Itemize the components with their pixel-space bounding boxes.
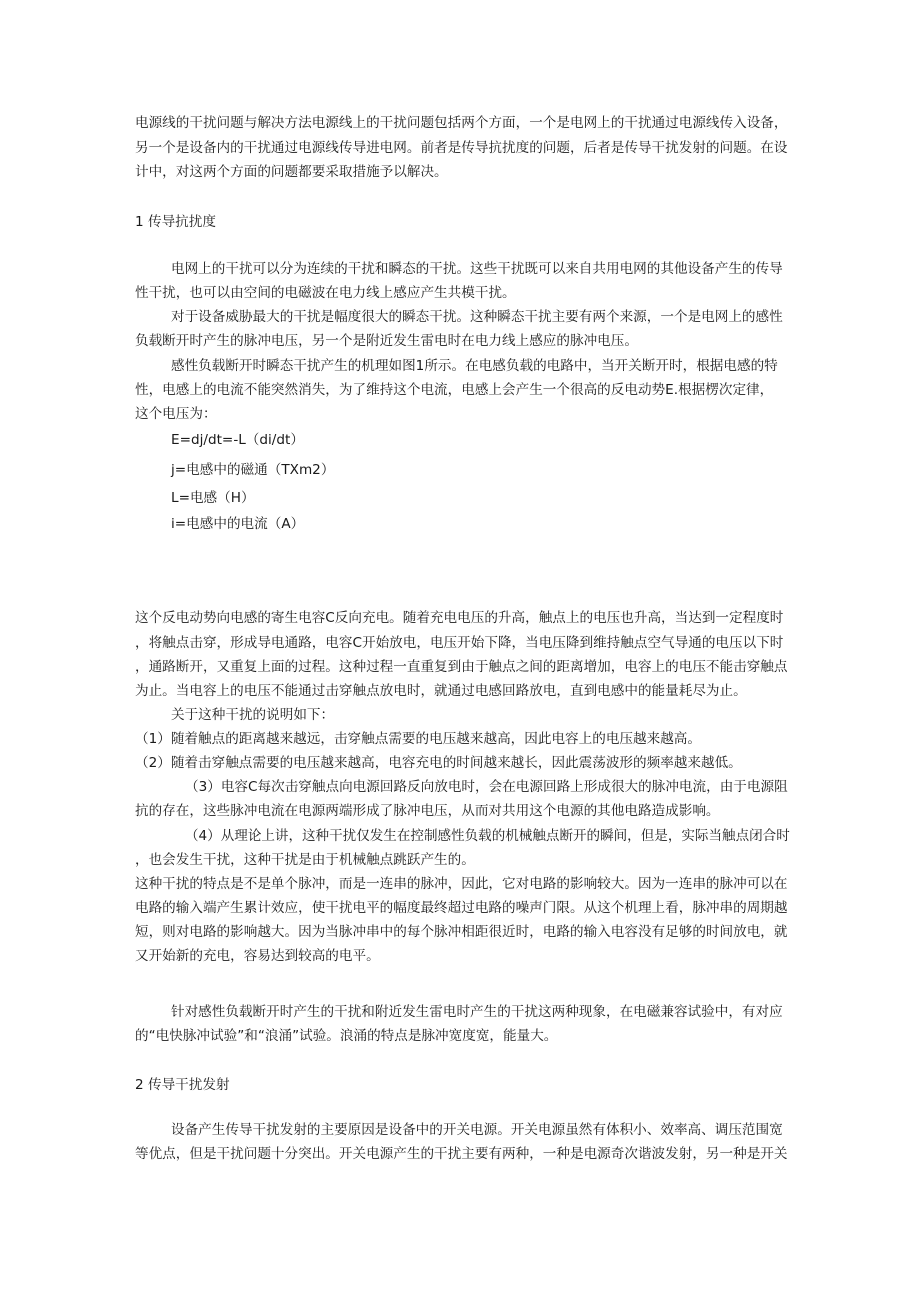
text-line: 这个反电动势向电感的寄生电容C反向充电。随着充电电压的升高，触点上的电压也升高，当达到一定程度时 (135, 610, 784, 626)
section-heading-conducted-immunity: 1 传导抗扰度 (135, 214, 216, 230)
list-item: （2）随着击穿触点需要的电压越来越高，电容充电的时间越来越长，因此震荡波形的频率越来越低。 (135, 755, 742, 771)
text-line: 抗的存在，这些脉冲电流在电源两端形成了脉冲电压，从而对共用这个电源的其他电路造成影响。 (135, 803, 720, 819)
text-line: 性，电感上的电流不能突然消失，为了维持这个电流，电感上会产生一个很高的反电动势E.根据楞次定律， (135, 382, 774, 398)
text-line: 对于设备威胁最大的干扰是幅度很大的瞬态干扰。这种瞬态干扰主要有两个来源，一个是电网上的感性 (171, 309, 783, 325)
text-line: 关于这种干扰的说明如下： (171, 707, 335, 723)
text-line: 另一个是设备内的干扰通过电源线传导进电网。前者是传导抗扰度的问题，后者是传导干扰发射的问题。在设 (135, 140, 788, 156)
text-line: 这种干扰的特点是不是单个脉冲，而是一连串的脉冲，因此，它对电路的影响较大。因为一连串的脉冲可以在 (135, 876, 788, 892)
text-line: 又开始新的充电，容易达到较高的电平。 (135, 948, 380, 964)
text-line: （4）从理论上讲，这种干扰仅发生在控制感性负载的机械触点断开的瞬间，但是，实际当触点闭合时 (185, 828, 790, 844)
text-line: ，通路断开，又重复上面的过程。这种过程一直重复到由于触点之间的距离增加，电容上的电压不能击穿触点 (135, 659, 788, 675)
formula-line: j=电感中的磁通（TXm2） (171, 462, 335, 478)
text-line: ，也会发生干扰，这种干扰是由于机械触点跳跃产生的。 (135, 852, 475, 868)
text-line: 针对感性负载断开时产生的干扰和附近发生雷电时产生的干扰这两种现象，在电磁兼容试验中，有对应 (171, 1004, 783, 1020)
text-line: 电路的输入端产生累计效应，使干扰电平的幅度最终超过电路的噪声门限。从这个机理上看，脉冲串的周期越 (135, 900, 788, 916)
text-line: 负载断开时产生的脉冲电压，另一个是附近发生雷电时在电力线上感应的脉冲电压。 (135, 333, 638, 349)
formula-line: L=电感（H） (171, 490, 255, 506)
text-line: 电网上的干扰可以分为连续的干扰和瞬态的干扰。这些干扰既可以来自共用电网的其他设备产生的传导 (171, 261, 783, 277)
text-line: 的“电快脉冲试验”和“浪涌”试验。浪涌的特点是脉冲宽度宽，能量大。 (135, 1028, 558, 1044)
list-item: （1）随着触点的距离越来越远，击穿触点需要的电压越来越高，因此电容上的电压越来越高。 (135, 731, 701, 747)
section-heading-conducted-emission: 2 传导干扰发射 (135, 1077, 230, 1093)
text-line: 设备产生传导干扰发射的主要原因是设备中的开关电源。开关电源虽然有体积小、效率高、调压范围宽 (171, 1122, 783, 1138)
text-line: 感性负载断开时瞬态干扰产生的机理如图1所示。在电感负载的电路中，当开关断开时，根据电感的特 (171, 358, 778, 374)
text-line: 等优点，但是干扰问题十分突出。开关电源产生的干扰主要有两种，一种是电源奇次谐波发射，另一种是开关 (135, 1146, 788, 1162)
text-line: 计中，对这两个方面的问题都要采取措施予以解决。 (135, 164, 448, 180)
text-line: ，将触点击穿，形成导电通路，电容C开始放电，电压开始下降，当电压降到维持触点空气导通的电压以下时 (135, 635, 784, 651)
text-line: 性干扰，也可以由空间的电磁波在电力线上感应产生共模干扰。 (135, 285, 516, 301)
text-line: 这个电压为： (135, 406, 217, 422)
text-line: 短，则对电路的影响越大。因为当脉冲串中的每个脉冲相距很近时，电路的输入电容没有足够的时间放电，就 (135, 924, 788, 940)
formula-line: i=电感中的电流（A） (171, 516, 305, 532)
formula-line: E=dj/dt=-L（di/dt） (171, 432, 304, 448)
text-line: 电源线的干扰问题与解决方法电源线上的干扰问题包括两个方面，一个是电网上的干扰通过电源线传入设备， (135, 115, 788, 131)
text-line: 为止。当电容上的电压不能通过击穿触点放电时，就通过电感回路放电，直到电感中的能量耗尽为止。 (135, 683, 747, 699)
text-line: （3）电容C每次击穿触点向电源回路反向放电时，会在电源回路上形成很大的脉冲电流，由于电源阻 (185, 779, 788, 795)
